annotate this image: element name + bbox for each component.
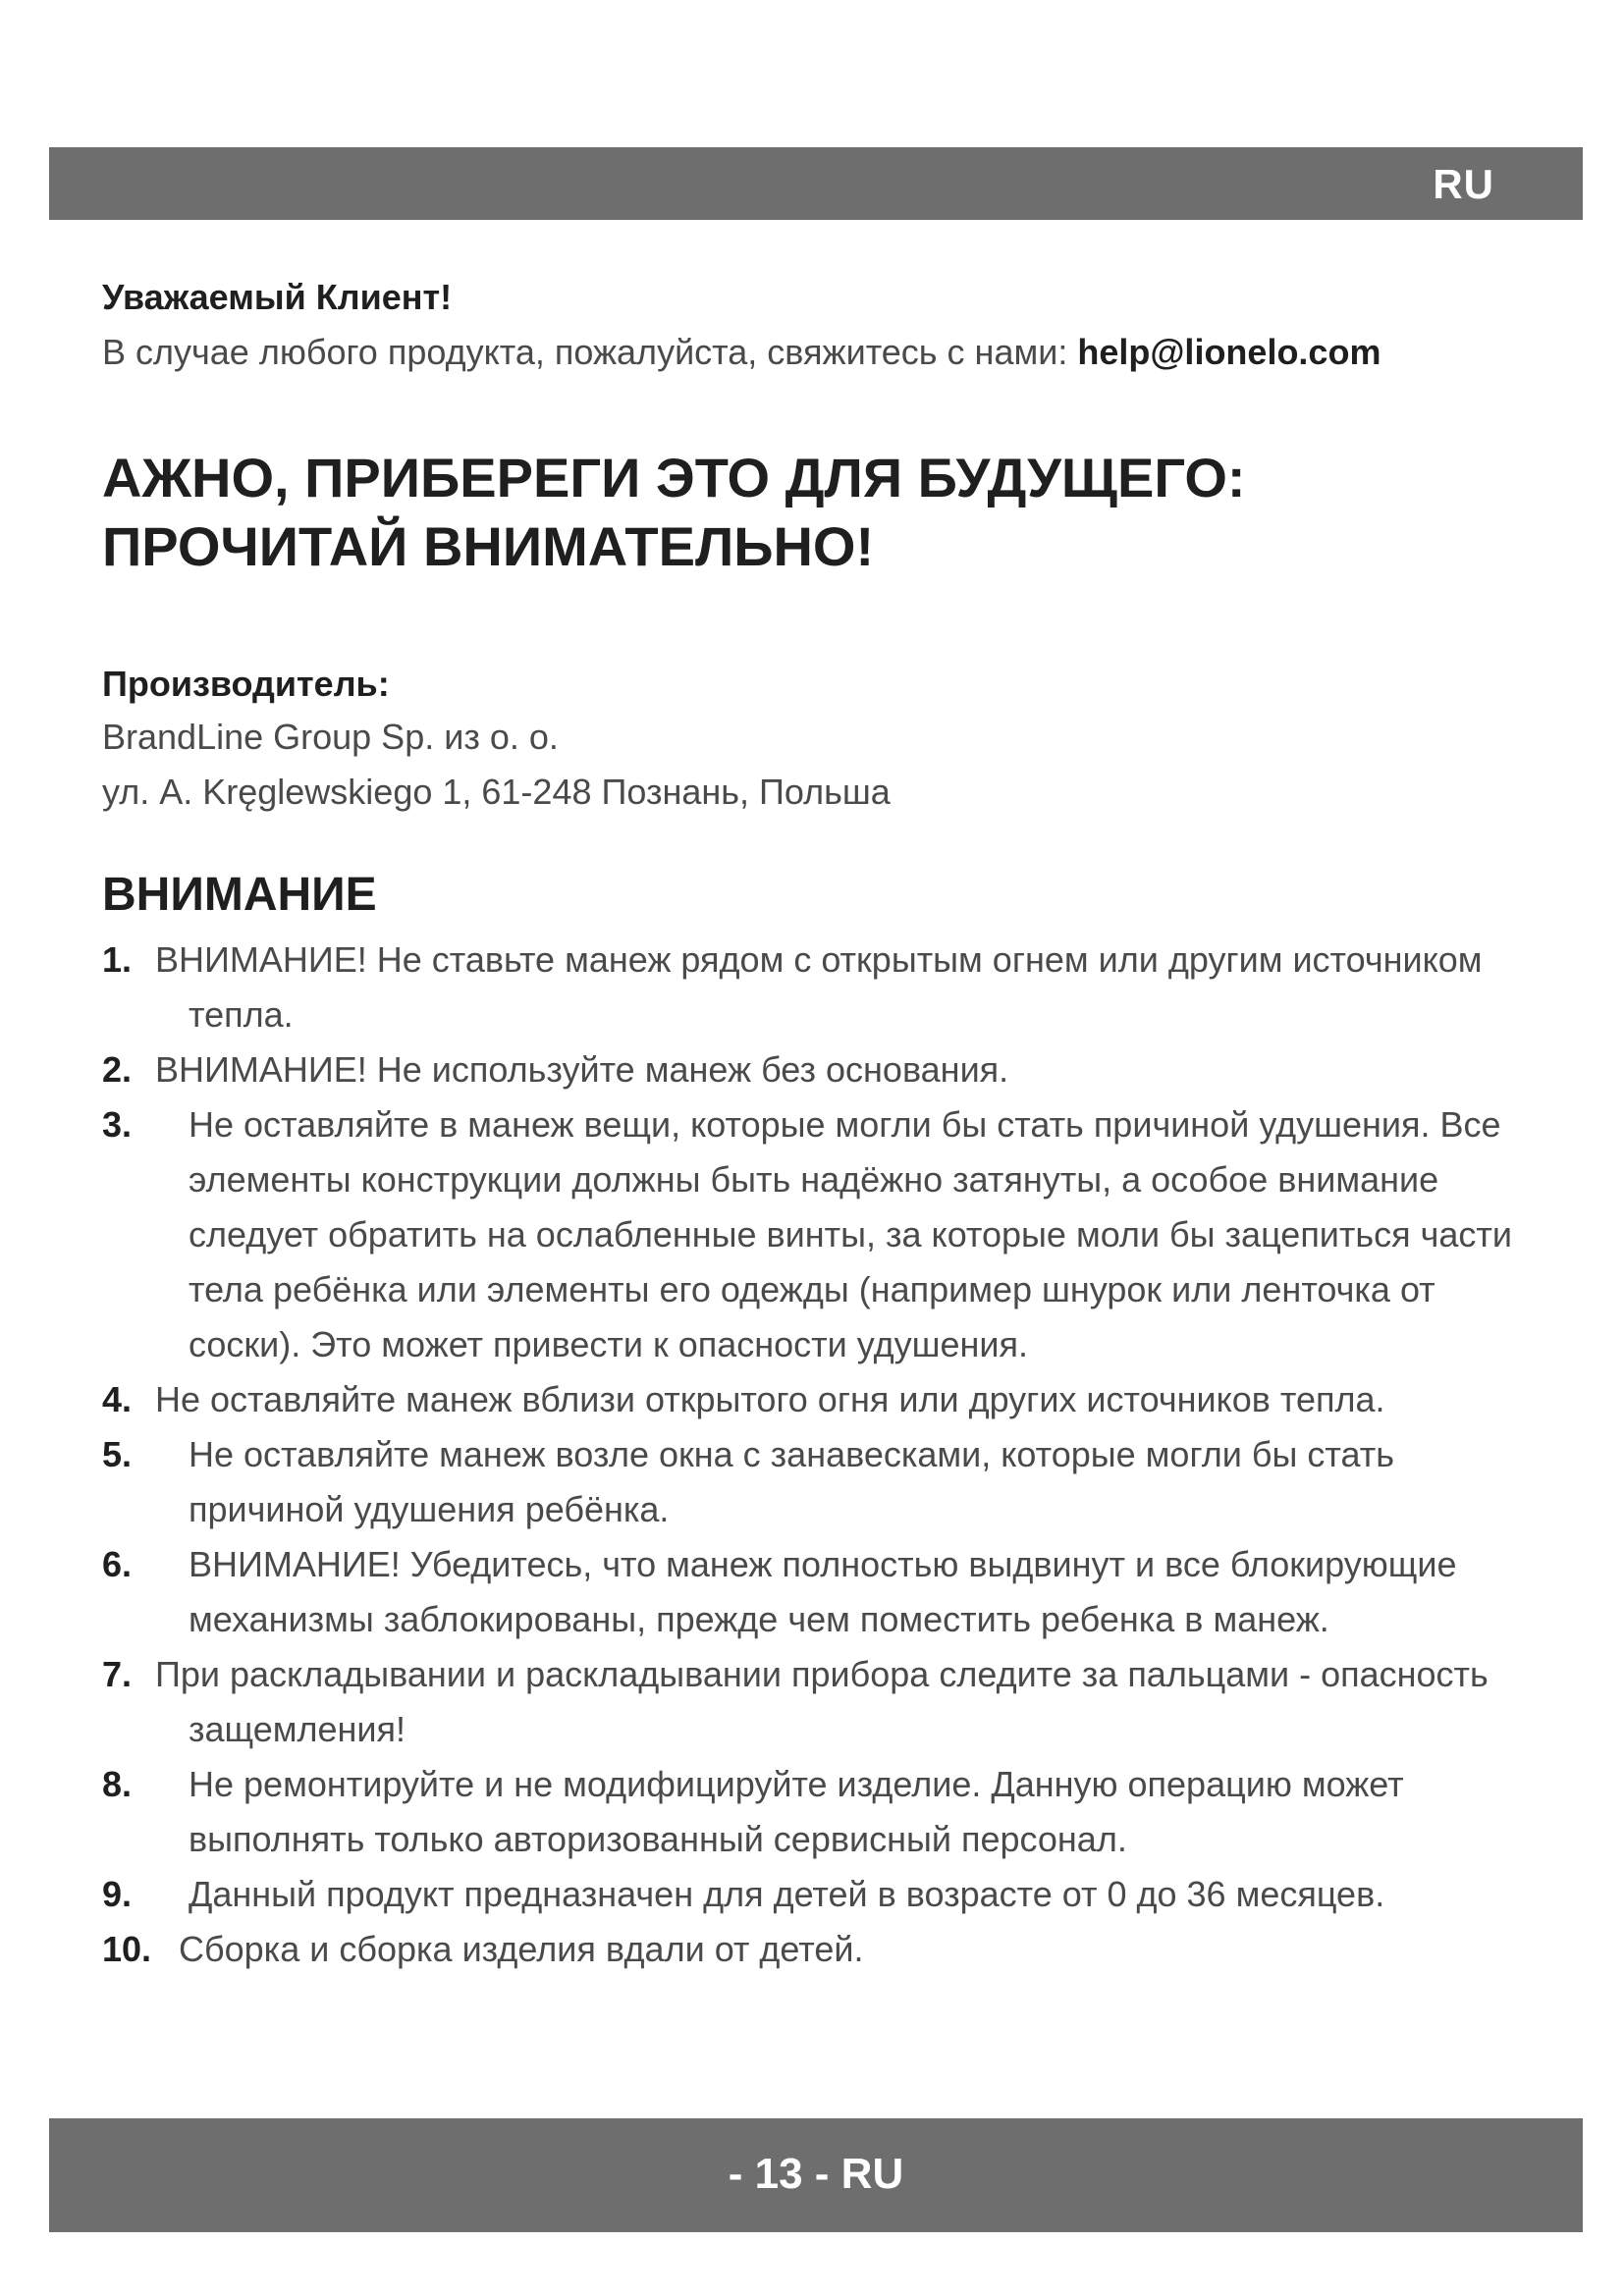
list-item-text: ВНИМАНИЕ! Убедитесь, что манеж полностью выдвинут и все блокирующие механизмы заблокированы, прежде чем поместить ребенка в манеж. [189, 1544, 1457, 1639]
manufacturer-label: Производитель: [102, 664, 390, 704]
list-item-number: 2. [102, 1049, 133, 1090]
list-item-number: 9. [102, 1874, 133, 1914]
list-item-number: 7. [102, 1654, 133, 1694]
list-item-number: 10. [102, 1929, 152, 1969]
list-item-number: 3. [102, 1104, 133, 1145]
list-item-text: Не оставляйте манеж вблизи открытого огня или других источников тепла. [155, 1379, 1385, 1419]
manufacturer-name: BrandLine Group Sp. из о. о. [102, 717, 559, 757]
list-item-text: При раскладывании и раскладывании прибора следите за пальцами - опасность защемления! [155, 1654, 1489, 1749]
list-item-number: 1. [102, 939, 133, 980]
list-item [102, 1537, 1555, 1647]
list-item-text: Данный продукт предназначен для детей в возрасте от 0 до 36 месяцев. [189, 1874, 1385, 1914]
list-item [102, 933, 1555, 1042]
list-item [102, 1042, 1555, 1097]
greeting: Уважаемый Клиент! [102, 277, 453, 317]
contact-email[interactable]: help@lionelo.com [1077, 332, 1381, 372]
warnings-title: ВНИМАНИЕ [102, 869, 377, 921]
list-item-text: ВНИМАНИЕ! Не используйте манеж без основания. [155, 1049, 1009, 1090]
contact-text: В случае любого продукта, пожалуйста, свяжитесь с нами: [102, 332, 1078, 372]
list-item-text: Не оставляйте в манеж вещи, которые могли бы стать причиной удушения. Все элементы конструкции должны быть надёжно затянуты, а особое внимание следует обратить на ослабленные винты, за которые моли бы зацепиться части тела ребёнка или элементы его одежды (например шнурок или ленточка от соски). Это может привести к опасности удушения. [189, 1104, 1513, 1364]
list-item [102, 1647, 1555, 1757]
list-item-text: ВНИМАНИЕ! Не ставьте манеж рядом с открытым огнем или другим источником тепла. [155, 939, 1483, 1035]
footer-band [49, 2118, 1583, 2232]
list-item [102, 1427, 1555, 1537]
list-item [102, 1372, 1555, 1427]
page-headline [102, 444, 1516, 581]
page-number: - 13 - RU [728, 2150, 904, 2198]
headline-line-2: ПРОЧИТАЙ ВНИМАТЕЛЬНО! [102, 515, 875, 577]
manufacturer-address: ул. A. Kręglewskiego 1, 61-248 Познань, Польша [102, 772, 891, 812]
list-item [102, 1097, 1555, 1372]
headline-line-1: АЖНО, ПРИБЕРЕГИ ЭТО ДЛЯ БУДУЩЕГО: [102, 447, 1246, 508]
list-item-number: 5. [102, 1434, 133, 1474]
list-item-text: Не оставляйте манеж возле окна с занавесками, которые могли бы стать причиной удушения ребёнка. [189, 1434, 1394, 1529]
list-item [102, 1867, 1555, 1922]
contact-line [102, 332, 1380, 373]
header-band [49, 147, 1583, 220]
list-item [102, 1757, 1555, 1867]
list-item-number: 6. [102, 1544, 133, 1584]
list-item-number: 8. [102, 1764, 133, 1804]
list-item-text: Сборка и сборка изделия вдали от детей. [179, 1929, 864, 1969]
list-item-number: 4. [102, 1379, 133, 1419]
warnings-list [102, 933, 1555, 1977]
list-item-text: Не ремонтируйте и не модифицируйте изделие. Данную операцию может выполнять только авторизованный сервисный персонал. [189, 1764, 1404, 1859]
list-item [102, 1922, 1555, 1977]
language-code: RU [1433, 161, 1494, 207]
